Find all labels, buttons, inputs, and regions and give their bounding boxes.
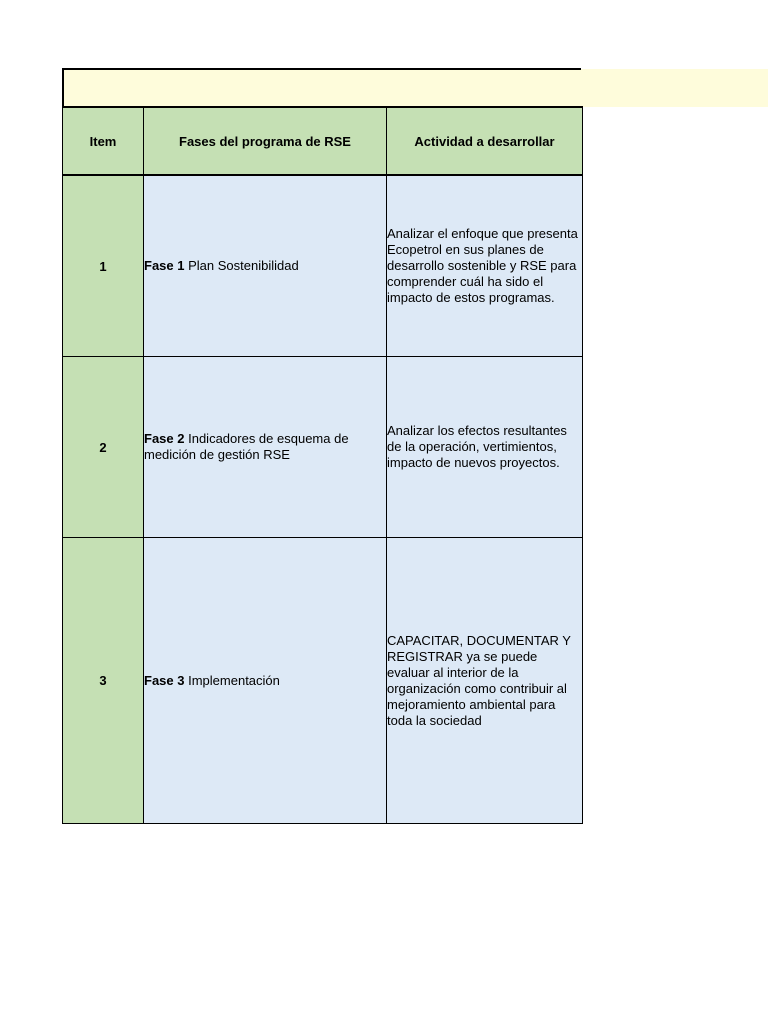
item-number: 1 [63,175,144,357]
phase-label: Fase 1 [144,258,185,273]
phase-cell [144,538,387,824]
title-left-border [62,68,64,108]
table-row [63,175,583,357]
activity-cell: Analizar los efectos resultantes de la operación, vertimientos, impacto de nuevos proyectos. [387,357,583,538]
phase-label: Fase 3 [144,672,185,688]
phase-label: Fase 2 [144,431,185,446]
header-activity: Actividad a desarrollar [387,107,583,175]
table-header [63,107,583,175]
rse-phases-table [62,106,583,824]
phase-text: Implementación [188,672,280,688]
activity-cell: Analizar el enfoque que presenta Ecopetrol en sus planes de desarrollo sostenible y RSE para comprender cuál ha sido el impacto de estos programas. [387,175,583,357]
top-border [62,68,581,70]
table-row [63,357,583,538]
phase-cell [144,357,387,538]
phase-cell [144,175,387,357]
table-row [63,538,583,824]
header-row [63,107,583,175]
header-phase: Fases del programa de RSE [144,107,387,175]
item-number: 3 [63,538,144,824]
phase-text: Plan Sostenibilidad [188,258,299,273]
item-number: 2 [63,357,144,538]
activity-cell: CAPACITAR, DOCUMENTAR Y REGISTRAR ya se puede evaluar al interior de la organización como contribuir al mejoramiento ambiental para toda la sociedad [387,538,583,824]
title-band [62,69,768,107]
header-item: Item [63,107,144,175]
table-body [63,175,583,824]
phase-text: Indicadores de esquema de medición de gestión RSE [144,431,349,462]
